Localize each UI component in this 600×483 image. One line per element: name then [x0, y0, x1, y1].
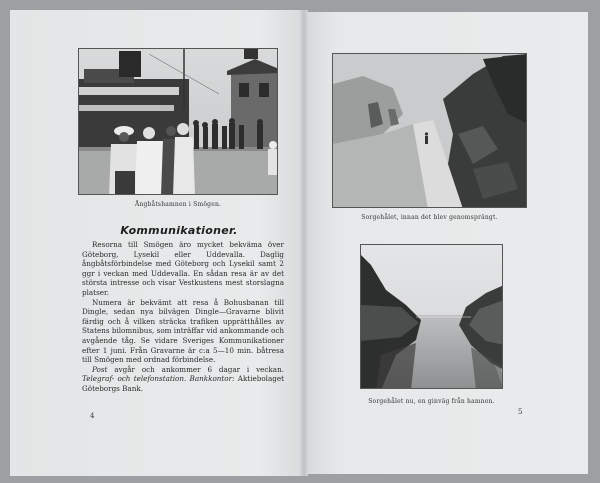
bank-text: Aktiebolaget Göteborgs Bank.	[82, 374, 284, 393]
post-label: Post	[92, 364, 108, 374]
sorgehalet-now-photo	[360, 244, 503, 389]
page-number-left: 4	[90, 412, 95, 420]
harbour-photo	[78, 48, 278, 195]
sorgehalet-before-illustration	[333, 54, 527, 208]
paragraph-2: Numera är bekvämt att resa å Bohusbanan till Dingle, sedan nya bilvägen Dingle—Gravarne blivit färdig och å vilken sträcka trafiken upprätthålles av Statens bilomnibus, som inträffar vid ankommande och avgående tåg. Se vidare Sveriges Kommunikationer efter 1 juni. Från Gravarne är c:a 5—10 min. båtresa till Smögen med ordnad förbindelse.	[82, 297, 284, 365]
section-heading: Kommunikationer.	[120, 224, 238, 237]
page-number-right: 5	[518, 408, 523, 416]
harbour-photo-illustration	[79, 49, 278, 195]
body-text	[82, 240, 284, 394]
post-text: avgår och ankommer 6 dagar i veckan.	[107, 364, 284, 374]
paragraph-1: Resorna till Smögen äro mycket bekväma över Göteborg, Lysekil eller Uddevalla. Daglig ångbåtsförbindelse med Göteborg och Lysekil samt 2 ggr i veckan med Uddevalla. En sådan resa är av det största intresse och visar Vestkustens mest storslagna platser.	[82, 240, 284, 297]
paragraph-3	[82, 365, 284, 394]
telegraph-bank-label: Telegraf- och telefonstation. Bankkontor:	[82, 374, 235, 384]
sorgehalet-now-illustration	[361, 245, 503, 389]
sorgehalet-before-photo	[332, 53, 527, 208]
book-gutter	[300, 10, 308, 476]
sorgehalet-now-caption: Sorgehålet nu, en ginväg från hamnen.	[368, 398, 495, 405]
harbour-photo-caption: Ångbåtshamnen i Smögen.	[134, 201, 222, 208]
sorgehalet-before-caption: Sorgehålet, innan det blev genomsprängt.	[361, 214, 498, 221]
